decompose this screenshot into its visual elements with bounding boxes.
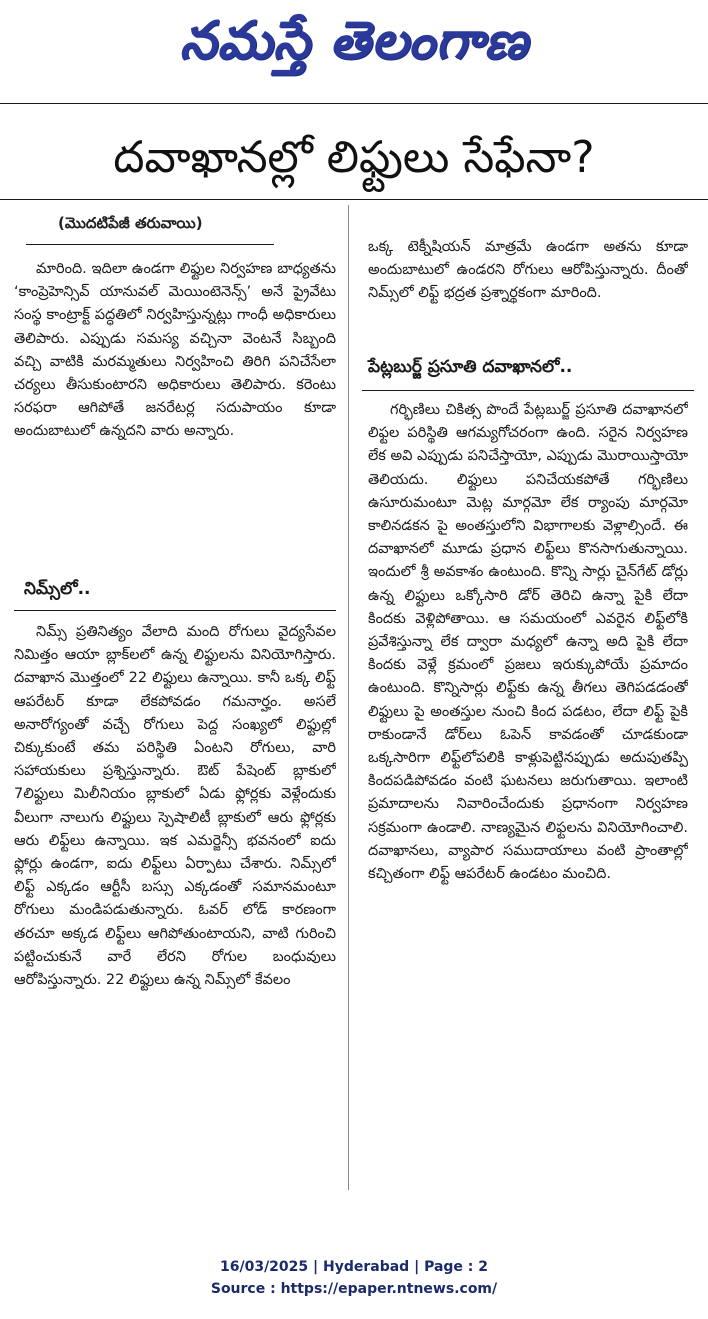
col1-subheading-nims: నిమ్స్‌లో.. (24, 579, 91, 599)
footer-source: Source : https://epaper.ntnews.com/ (210, 1281, 498, 1297)
column-right-top (368, 236, 688, 348)
continuation-label: (మొదటిపేజీ తరువాయి) (58, 214, 203, 232)
col2-paragraph-1: ఒక్క టెక్నీషియన్ మాత్రమే ఉండగా అతను కూడా అందుబాటులో ఉండరని రోగులు ఆరోపిస్తున్నారు. దీంతో నిమ్స్‌లో లిఫ్ట్ భద్రత ప్రశ్నార్థకంగా మారింది. (368, 239, 688, 302)
col2-subheading-rule (362, 390, 694, 391)
newspaper-masthead (0, 0, 708, 82)
col1-paragraph-2: నిమ్స్ ప్రతినిత్యం వేలాది మంది రోగులు వైద్యసేవల నిమిత్తం ఆయా బ్లాక్‌లలో ఉన్న లిఫ్టులను వినియోగిస్తారు. దవాఖాన మొత్తంలో 22 లిఫ్టులు ఉన్నాయి. కానీ ఒక్క లిఫ్ట్ ఆపరేటర్ కూడా లేకపోవడం గమనార్హం. అసలే అనారోగ్యంతో వచ్చే రోగులు పెద్ద సంఖ్యలో లిఫ్టుల్లో చిక్కుకుంటే తమ పరిస్థితి ఏంటని రోగులు, వారి సహాయకులు ప్రశ్నిస్తున్నారు. ఔట్ పేషెంట్ బ్లాకులో 7లిఫ్టులు మిలీనియం బ్లాకులో ఏడు ఫ్లోర్లకు వెళ్లేందుకు వీలుగా నాలుగు లిఫ్టులు స్పెషాలిటీ బ్లాకులో ఆరు ఫ్లోర్లకు ఆరు లిఫ్ట్‌లు ఉన్నాయి. ఇక ఎమర్జెన్సీ భవనంలో ఐదు ఫ్లోర్లు ఉండగా, ఐదు లిఫ్ట్‌లు ఏర్పాటు చేశారు. నిమ్స్‌లో లిఫ్ట్ ఎక్కడం ఆర్టీసీ బస్సు ఎక్కడంతో సమానమంటూ రోగులు మండిపడుతున్నారు. ఓవర్ లోడ్ కారణంగా తరచూ అక్కడ లిఫ్ట్‌లు ఆగిపోతుంటాయని, వాటి గురించి పట్టించుకునే వారే లేరని రోగుల బంధువులు ఆరోపిస్తున్నారు. 22 లిఫ్టులు ఉన్న నిమ్స్‌లో కేవలం (14, 624, 336, 989)
masthead-rule (0, 103, 708, 104)
column-right-bottom (368, 399, 688, 1189)
article-headline: దవాఖానల్లో లిఫ్టులు సేఫేనా? (113, 132, 595, 183)
col2-paragraph-2: గర్భిణిలు చికిత్స పొందే పేట్లబుర్జ్ ప్రసూతి దవాఖానలో లిఫ్టల పరిస్థితి ఆగమ్యగోచరంగా ఉంది. సరైన నిర్వహణ లేక అవి ఎప్పుడు పనిచేస్తాయో, ఎప్పుడు మొరాయిస్తాయో తెలియదు. లిఫ్టులు పనిచేయకపోతే గర్భిణిలు ఉసూరుమంటూ మెట్ల మార్గమో లేక ర్యాంపు మార్గమో కాలినడకన పై అంతస్తులోని విభాగాలకు వెళ్లాల్సిందే. ఈ దవాఖానలో మూడు ప్రధాన లిఫ్ట్‌లు కొనసాగుతున్నాయి. ఇందులో శ్రీ అవకాశం ఉంటుంది. కొన్ని సార్లు చైన్‌గేట్ డోర్లు ఉన్న లిఫ్టులు ఒక్కోసారి డోర్ తెరిచి ఉన్నా పైకి లేదా కిందకు వెళ్లిపోతాయి. ఆ సమయంలో ఎవరైన లిఫ్ట్‌లోకి ప్రవేశిస్తున్నా లేక ద్వారా మధ్యలో ఉన్నా అది పైకి లేదా కిందకు వెళ్లే క్రమంలో ప్రజలు ఇరుక్కుపోయే ప్రమాదం ఉంటుంది. కొన్నిసార్లు లిఫ్ట్‌కు ఉన్న తీగలు తెగిపడడంతో లిఫ్టులు పై అంతస్తుల నుంచి కింద పడటం, లేదా లిఫ్ట్ పైకి రాకుండానే డోర్‌లు ఓపెన్ కావడంతో చూడకుండా ఒక్కసారిగా లిఫ్ట్‌లోపలికి కాళ్లుపెట్టినప్పుడు అదుపుతప్పి కిందపడిపోవడం వంటి ఘటనలు జరుగుతాయి. ఇలాంటి ప్రమాదాలను నివారించేందుకు ప్రధానంగా నిర్వహణ సక్రమంగా ఉండాలి. నాణ్యమైన లిఫ్టలను వినియోగించాలి. దవాఖానలు, వ్యాపార సముదాయాలు వంటి ప్రాంతాల్లో కచ్చితంగా లిఫ్ట్ ఆపరేటర్ ఉండటం మంచిది. (368, 402, 688, 883)
column-left-bottom (14, 621, 336, 1193)
col2-subheading-petlaburj: పేట్లబుర్జ్ ప్రసూతి దవాఖానలో.. (368, 357, 573, 377)
footer-dateline: 16/03/2025 | Hyderabad | Page : 2 (219, 1259, 489, 1275)
continuation-rule (26, 244, 274, 245)
col1-subheading-rule (14, 610, 336, 611)
col1-paragraph-1: మారింది. ఇదిలా ఉండగా లిఫ్టుల నిర్వహణ బాధ్యతను ‘కాంప్రెహెన్సివ్ యానువల్ మెయింటెనెన్స్’ అనే ప్రైవేటు సంస్థ కాంట్రాక్ట్ పద్ధతిలో నిర్వహిస్తున్నట్లు గాంధీ అధికారులు తెలిపారు. ఎప్పుడు సమస్య వచ్చినా వెంటనే సిబ్బంది వచ్చి వాటికి మరమ్మతులు నిర్వహించి తిరిగి పనిచేసేలా చర్యలు తీసుకుంటారని అధికారులు తెలిపారు. కరెంటు సరఫరా ఆగిపోతే జనరేటర్ల సదుపాయం కూడా అందుబాటులో ఉన్నదని వారు అన్నారు. (14, 261, 336, 440)
masthead-title: నమస్తే తెలంగాణ (179, 11, 529, 71)
column-left-top (14, 258, 336, 570)
headline-rule (0, 199, 708, 200)
column-divider (348, 205, 349, 1190)
